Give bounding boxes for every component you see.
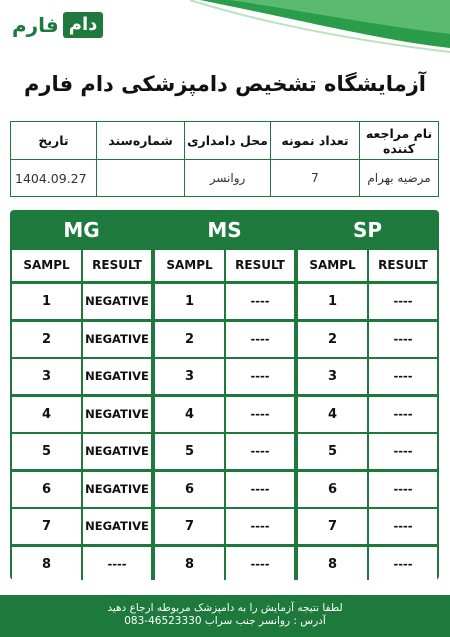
footer-address: آدرس : روانسر جنب سراب 46523330-083 <box>124 615 326 627</box>
group-title-2: SP <box>352 218 383 242</box>
result-cell: ---- <box>226 509 294 544</box>
value-farm-location: روانسر <box>185 160 271 197</box>
result-column-header: RESULT <box>83 250 151 281</box>
sample-cell: 4 <box>298 397 367 432</box>
sample-column-header: SAMPL <box>12 250 81 281</box>
result-cell: NEGATIVE <box>83 397 151 432</box>
result-cell: ---- <box>226 397 294 432</box>
result-cell: ---- <box>369 547 437 582</box>
results-panel <box>10 210 439 580</box>
result-cell: NEGATIVE <box>83 359 151 394</box>
footer-note: لطفا نتیجه آزمایش را به دامپزشک مربوطه ارجاع دهید <box>107 602 343 614</box>
value-sample-count: 7 <box>271 160 360 197</box>
result-cell: NEGATIVE <box>83 322 151 357</box>
header-document-number: شماره‌سند <box>97 122 185 160</box>
result-cell: ---- <box>83 547 151 582</box>
info-value-row <box>11 160 439 197</box>
sample-column-header: SAMPL <box>298 250 367 281</box>
result-cell: ---- <box>369 472 437 507</box>
value-date: 1404.09.27 <box>11 160 97 197</box>
sample-cell: 4 <box>155 397 224 432</box>
header-farm-location: محل دامداری <box>185 122 271 160</box>
sample-cell: 7 <box>12 509 81 544</box>
sample-cell: 2 <box>155 322 224 357</box>
sample-cell: 2 <box>12 322 81 357</box>
sample-cell: 6 <box>12 472 81 507</box>
sample-cell: 7 <box>298 509 367 544</box>
sample-cell: 1 <box>298 284 367 319</box>
group-title-1: MS <box>207 218 242 242</box>
logo <box>12 12 103 38</box>
result-cell: NEGATIVE <box>83 509 151 544</box>
result-cell: ---- <box>226 284 294 319</box>
result-cell: ---- <box>369 509 437 544</box>
sample-cell: 6 <box>155 472 224 507</box>
result-cell: ---- <box>369 397 437 432</box>
sample-cell: 5 <box>298 434 367 469</box>
result-cell: ---- <box>369 434 437 469</box>
result-cell: NEGATIVE <box>83 284 151 319</box>
sample-cell: 8 <box>298 547 367 582</box>
value-client-name: مرضیه بهرام <box>360 160 439 197</box>
footer <box>0 595 450 637</box>
sample-column-header: SAMPL <box>155 250 224 281</box>
sample-cell: 8 <box>155 547 224 582</box>
logo-word: فارم <box>12 13 59 37</box>
result-cell: ---- <box>226 359 294 394</box>
sample-cell: 8 <box>12 547 81 582</box>
result-column-header: RESULT <box>369 250 437 281</box>
group-title-0: MG <box>63 218 100 242</box>
result-cell: ---- <box>226 472 294 507</box>
header-date: تاریخ <box>11 122 97 160</box>
sample-cell: 5 <box>155 434 224 469</box>
result-cell: ---- <box>226 434 294 469</box>
page-title: آزمایشگاه تشخیص دامپزشکی دام فارم <box>24 72 426 96</box>
info-header-row <box>11 122 439 160</box>
sample-cell: 1 <box>155 284 224 319</box>
sample-cell: 3 <box>298 359 367 394</box>
header-client-name: نام مراجعه کننده <box>360 122 439 160</box>
result-cell: ---- <box>226 322 294 357</box>
result-cell: ---- <box>369 284 437 319</box>
result-cell: ---- <box>226 547 294 582</box>
result-cell: NEGATIVE <box>83 472 151 507</box>
result-column-header: RESULT <box>226 250 294 281</box>
result-cell: NEGATIVE <box>83 434 151 469</box>
value-document-number <box>97 160 185 197</box>
sample-cell: 6 <box>298 472 367 507</box>
header-sample-count: تعداد نمونه <box>271 122 360 160</box>
sample-cell: 7 <box>155 509 224 544</box>
sample-cell: 5 <box>12 434 81 469</box>
sample-cell: 3 <box>155 359 224 394</box>
sample-cell: 1 <box>12 284 81 319</box>
sample-cell: 3 <box>12 359 81 394</box>
sample-cell: 4 <box>12 397 81 432</box>
result-cell: ---- <box>369 322 437 357</box>
sample-cell: 2 <box>298 322 367 357</box>
result-cell: ---- <box>369 359 437 394</box>
logo-word-box: دام <box>63 12 104 38</box>
info-table <box>10 121 439 197</box>
